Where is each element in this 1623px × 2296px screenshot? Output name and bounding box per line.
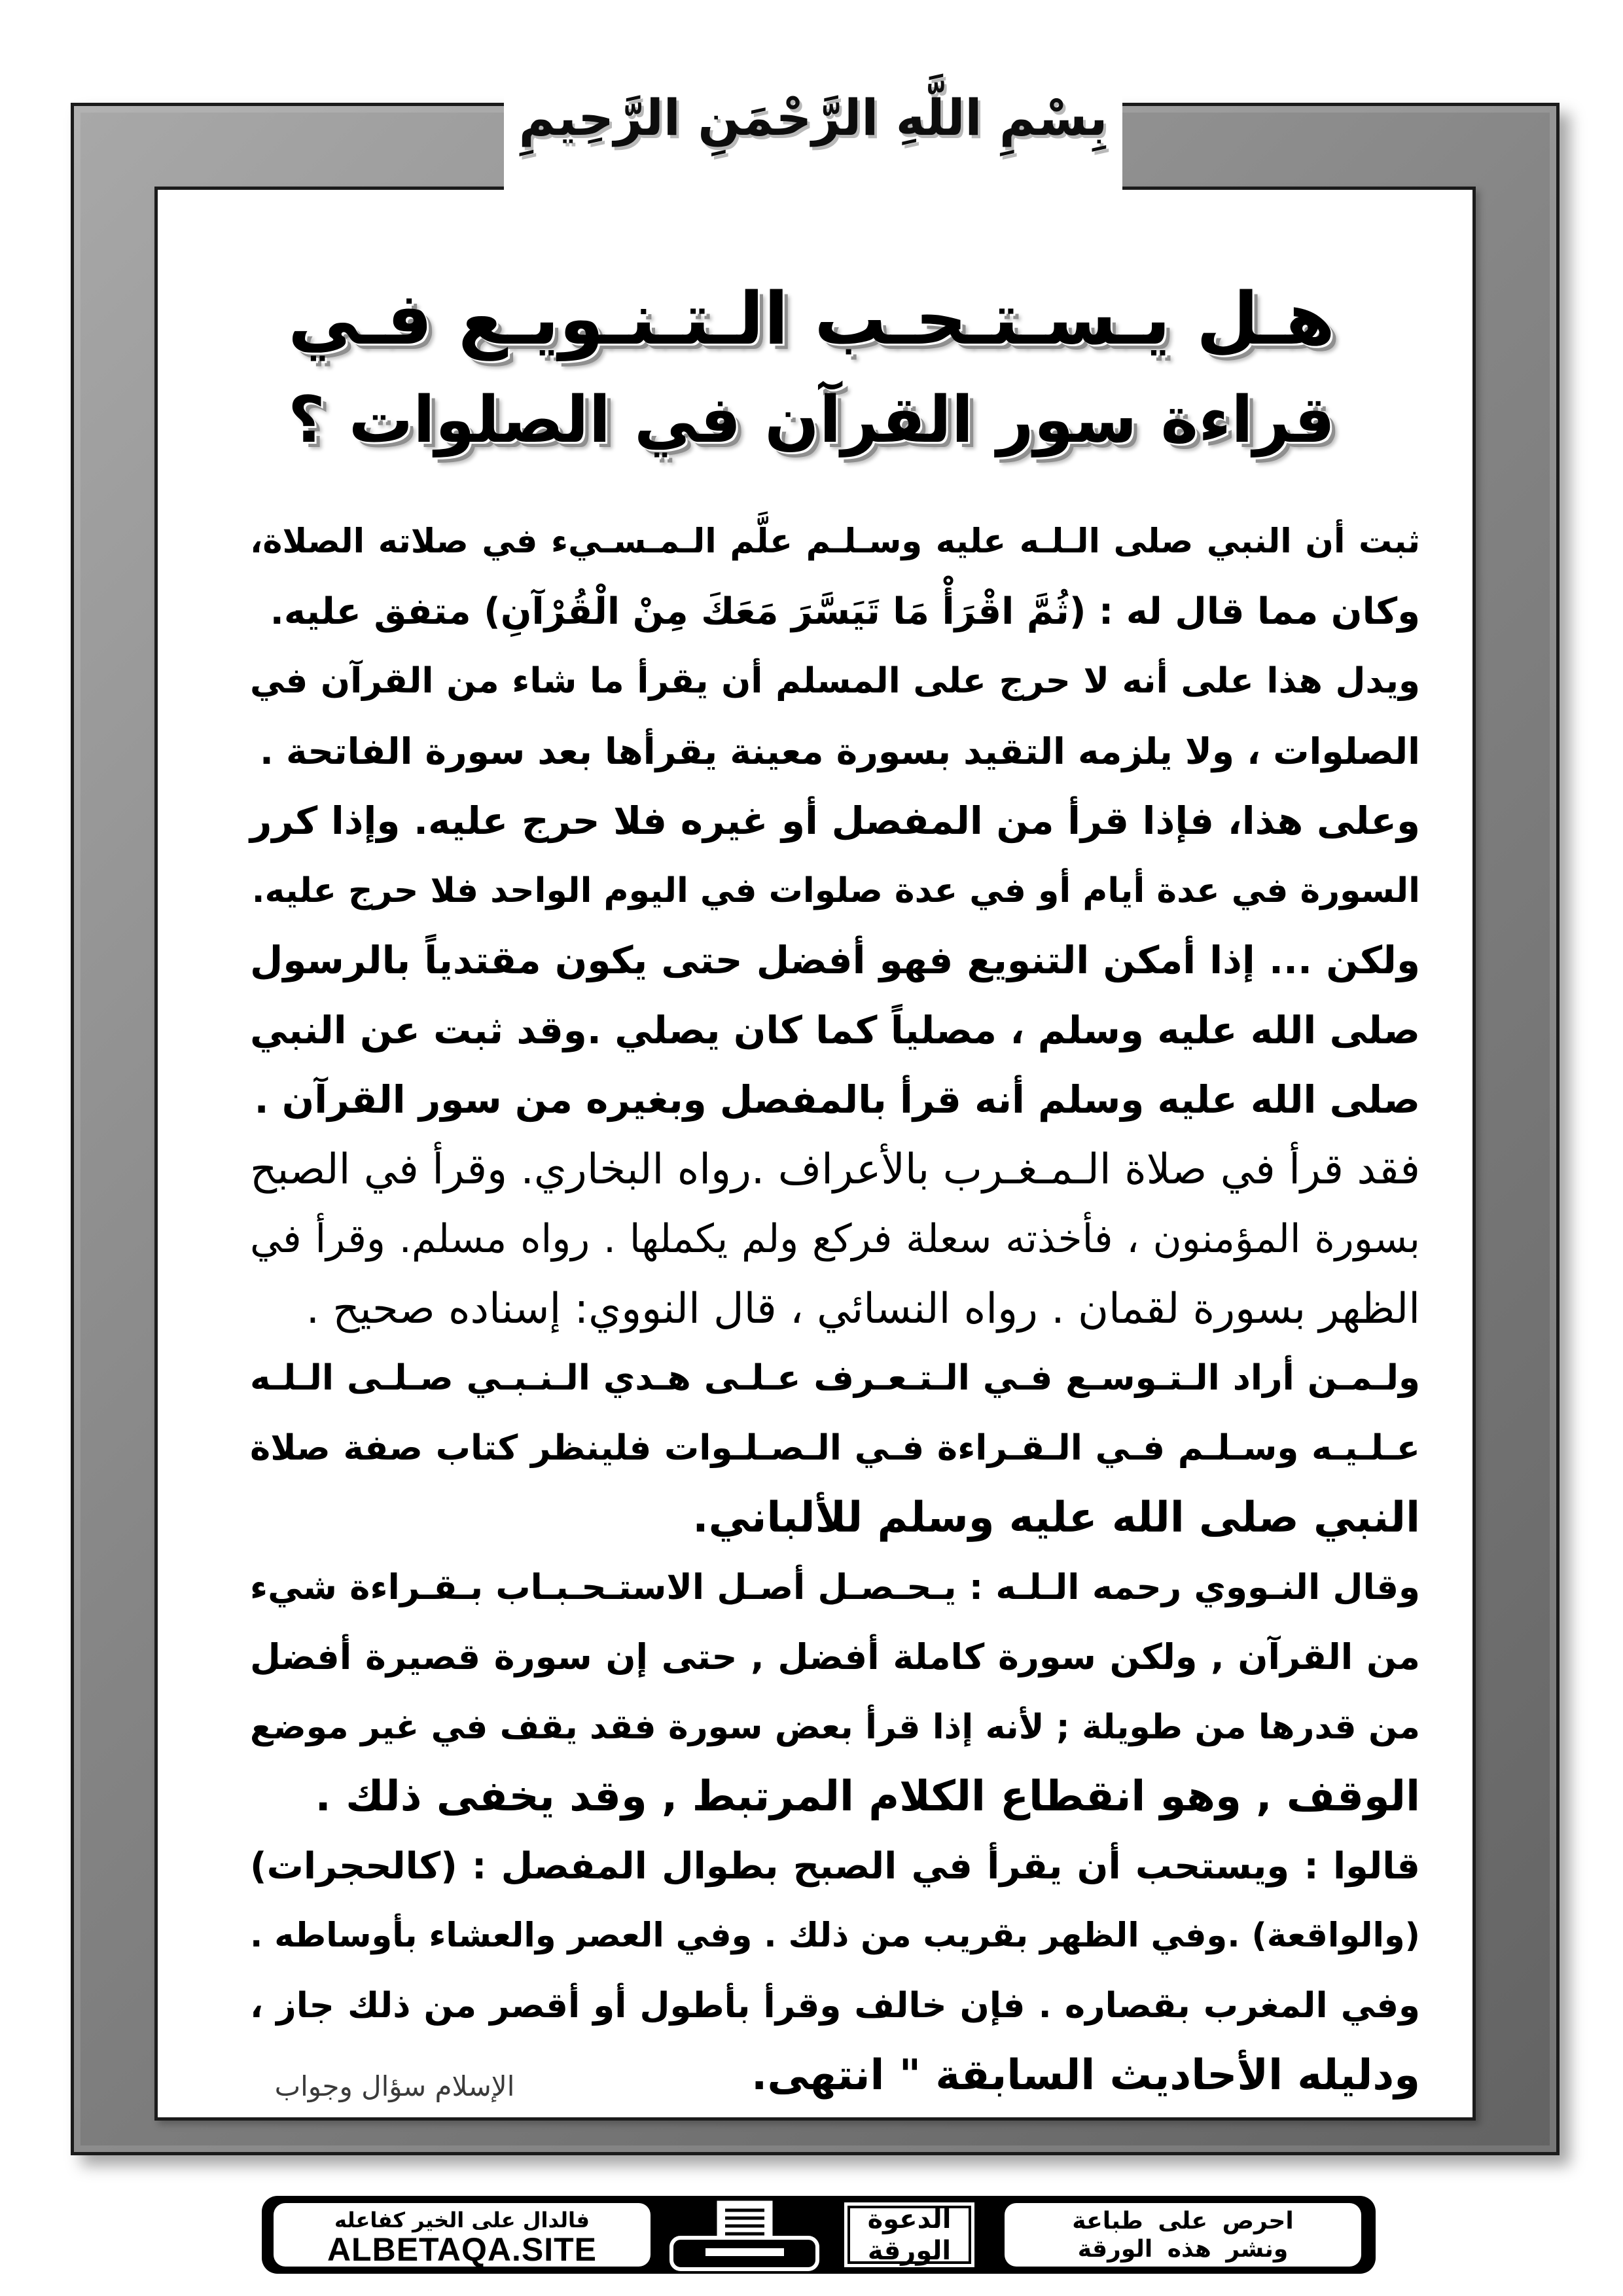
motto-text: فالدال على الخير كفاعله: [334, 2208, 590, 2233]
basmala: بِسْمِ اللَّهِ الرَّحْمَنِ الرَّحِيمِ: [518, 88, 1108, 147]
body-line: النبي صلى الله عليه وسلم للألباني.: [692, 1494, 1420, 1542]
body-paragraph: [250, 647, 1420, 786]
body-paragraph: [250, 1553, 1420, 1832]
body-line: وفي المغرب بقصاره . فإن خالف وقرأ بأطول أو أقصر من ذلك جاز ،: [250, 1985, 1420, 2026]
body-line: الوقف , وهو انقطاع الكلام المرتبط , وقد يخفى ذلك .: [315, 1772, 1420, 1821]
body-line: فقد قرأ في صلاة الـمـغـرب بالأعراف .رواه البخاري. وقرأ في الصبح: [250, 1145, 1420, 1194]
title-line-1: هـل يـسـتـحـب الـتـنـويـع فـي: [288, 277, 1335, 361]
body-line: (والواقعة) .وفي الظهر بقريب من ذلك . وفي العصر والعشاء بأوساطه .: [250, 1916, 1420, 1955]
site-box: [274, 2203, 651, 2267]
body-line: ثبت أن النبي صلى الـلـه عليه وسـلـم علَّم الـمـسـيء في صلاته الصلاة،: [250, 522, 1420, 561]
body-line: الصلوات ، ولا يلزمه التقيد بسورة معينة يقرأها بعد سورة الفاتحة .: [259, 730, 1420, 772]
body-paragraph: [250, 925, 1420, 1135]
body-line: وعلى هذا، فإذا قرأ من المفصل أو غيره فلا حرج عليه. وإذا كرر: [250, 798, 1420, 843]
body-line: من القرآن , ولكن سورة كاملة أفضل , حتى إن سورة قصيرة أفضل: [250, 1636, 1420, 1677]
body-line: وقال النـووي رحمه الـلـه : يـحـصـل أصـل الاستـحـبـاب بـقـراءة شيء: [250, 1567, 1420, 1607]
body-paragraph: [250, 1344, 1420, 1553]
body-line: ولـمـن أراد الـتـوسـع فـي الـتـعـرف عـلـى هـدي الـنـبـي صـلـى الـلـه: [250, 1358, 1420, 1398]
body-paragraph: [250, 1135, 1420, 1344]
body-line: من قدرها من طويلة ; لأنه إذا قرأ بعض سورة فقد يقف في غير موضع: [250, 1707, 1420, 1747]
print-call-box: [1005, 2203, 1361, 2267]
print-call-line-1: احرص على طباعة: [1072, 2208, 1294, 2234]
body-line: السورة في عدة أيام أو في عدة صلوات في اليوم الواحد فلا حرج عليه.: [251, 870, 1420, 910]
source-attribution: الإسلام سؤال وجواب: [274, 2070, 515, 2102]
dawa-logo: [840, 2198, 978, 2271]
printer-icon: [665, 2196, 824, 2274]
footer-bar: [262, 2196, 1376, 2274]
body-paragraph: [250, 786, 1420, 925]
body-line: ولكن ... إذا أمكن التنويع فهو أفضل حتى يكون مقتدياً بالرسول: [250, 938, 1420, 982]
body-line: وكان مما قال له : (ثُمَّ اقْرَأْ مَا تَيَسَّرَ مَعَكَ مِنْ الْقُرْآنِ) متفق عليه.: [270, 590, 1420, 633]
page-title: [288, 268, 1335, 471]
body-line: صلى الله عليه وسلم ، مصلياً كما كان يصلي .وقد ثبت عن النبي: [250, 1007, 1420, 1052]
body-line: ودليله الأحاديث السابقة " انتهى.: [751, 2051, 1420, 2100]
body-line: الظهر بسورة لقمان . رواه النسائي ، قال النووي: إسناده صحيح .: [306, 1284, 1420, 1333]
body-line: بسورة المؤمنون ، فأخذته سعلة فركع ولم يكملها . رواه مسلم. وقرأ في: [250, 1216, 1420, 1262]
body-line: قالوا : ويستحب أن يقرأ في الصبح بطوال المفصل : (كالحجرات): [250, 1844, 1420, 1888]
body-line: عـلـيـه وسـلـم فـي الـقـراءة فـي الـصـلـوات فلينظر كتاب صفة صلاة: [250, 1427, 1420, 1468]
site-url: ALBETAQA.SITE: [327, 2231, 597, 2268]
print-call-line-2: ونشر هذه الورقة: [1077, 2236, 1289, 2263]
logo-line-2: الورقة: [867, 2236, 952, 2266]
body-line: ويدل هذا على أنه لا حرج على المسلم أن يقرأ ما شاء من القرآن في: [250, 661, 1420, 701]
title-line-2: قراءة سور القرآن في الصلوات ؟: [288, 383, 1335, 457]
body-line: صلى الله عليه وسلم أنه قرأ بالمفصل وبغيره من سور القرآن .: [254, 1077, 1420, 1122]
body-paragraph: [250, 507, 1420, 647]
article-body: [250, 507, 1420, 2111]
logo-line-1: الدعوة: [867, 2204, 952, 2234]
